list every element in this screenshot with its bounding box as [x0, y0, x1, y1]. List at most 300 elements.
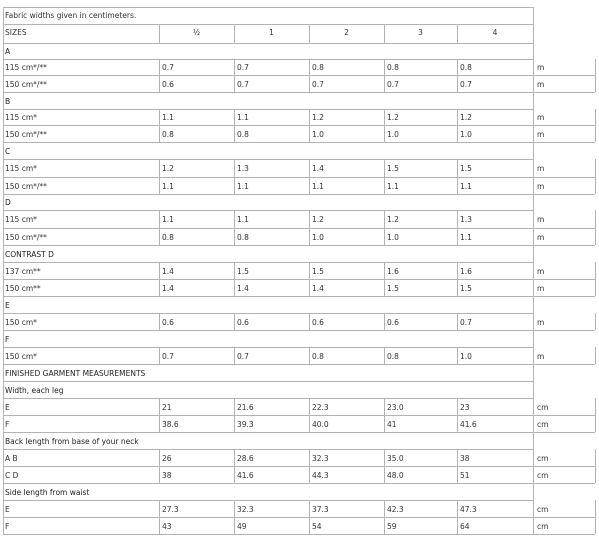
measurement-cell: 1.5: [460, 284, 472, 293]
measurement-cell: 37.3: [312, 505, 329, 514]
measurement-cell: 44.3: [312, 471, 329, 480]
fabric-width-note: Fabric widths given in centimeters.: [5, 11, 137, 20]
column-divider: [384, 398, 385, 415]
measurement-cell: 1.1: [312, 182, 324, 191]
column-divider: [533, 279, 534, 296]
column-divider: [533, 262, 534, 279]
column-divider: [533, 398, 534, 415]
column-divider: [234, 517, 235, 534]
measurement-cell: 0.8: [237, 233, 249, 242]
column-divider: [457, 125, 458, 142]
column-divider: [309, 109, 310, 125]
unit-label: m: [537, 63, 545, 72]
column-divider: [309, 415, 310, 432]
column-divider: [595, 415, 596, 432]
measurement-cell: 27.3: [162, 505, 179, 514]
measurement-cell: 0.7: [460, 80, 472, 89]
column-divider: [384, 313, 385, 330]
table-border: [3, 194, 4, 210]
column-divider: [533, 159, 534, 177]
column-divider: [159, 466, 160, 483]
column-divider: [234, 210, 235, 228]
measurement-cell: 51: [460, 471, 470, 480]
column-divider: [234, 449, 235, 466]
column-divider: [384, 466, 385, 483]
table-border: [3, 43, 533, 44]
column-divider: [159, 228, 160, 245]
measurement-cell: 59: [387, 522, 397, 531]
column-divider: [457, 449, 458, 466]
column-divider: [457, 228, 458, 245]
unit-label: m: [537, 267, 545, 276]
column-divider: [457, 347, 458, 364]
column-divider: [309, 279, 310, 296]
column-divider: [533, 228, 534, 245]
measurement-cell: 1.1: [162, 215, 174, 224]
table-border: [533, 7, 534, 43]
column-divider: [533, 75, 534, 92]
measurement-cell: 23.0: [387, 403, 404, 412]
section-heading: D: [5, 198, 11, 207]
table-border: [3, 142, 4, 159]
row-divider: [3, 534, 595, 535]
column-divider: [309, 517, 310, 534]
row-divider: [3, 398, 533, 399]
measurement-cell: 38: [162, 471, 172, 480]
row-divider: [3, 347, 533, 348]
column-divider: [159, 159, 160, 177]
column-divider: [595, 517, 596, 534]
table-border: [3, 432, 4, 449]
measurement-cell: 1.1: [460, 233, 472, 242]
measurement-cell: 1.4: [312, 284, 324, 293]
column-divider: [159, 109, 160, 125]
column-divider: [234, 466, 235, 483]
row-divider: [3, 296, 595, 297]
section-heading: A: [5, 47, 11, 56]
table-border: [3, 59, 4, 75]
column-divider: [533, 466, 534, 483]
measurement-cell: 1.5: [237, 267, 249, 276]
row-divider: [3, 483, 595, 484]
row-divider: [3, 245, 595, 246]
column-divider: [234, 500, 235, 517]
column-divider: [234, 159, 235, 177]
column-divider: [533, 313, 534, 330]
table-border: [533, 142, 534, 159]
measurement-cell: 0.8: [387, 352, 399, 361]
column-divider: [384, 109, 385, 125]
measurement-cell: 1.2: [387, 215, 399, 224]
column-divider: [309, 466, 310, 483]
measurement-cell: 1.4: [312, 164, 324, 173]
measurement-cell: 39.3: [237, 420, 254, 429]
row-label: 150 cm*: [5, 352, 37, 361]
column-divider: [234, 313, 235, 330]
measurement-cell: 1.5: [312, 267, 324, 276]
section-heading: F: [5, 335, 10, 344]
column-divider: [384, 24, 385, 43]
column-divider: [595, 279, 596, 296]
row-divider: [3, 262, 533, 263]
column-divider: [595, 210, 596, 228]
table-border: [533, 432, 534, 449]
row-label: 150 cm**: [5, 284, 41, 293]
sizes-header: SIZES: [5, 28, 27, 37]
measurement-cell: 0.7: [387, 80, 399, 89]
unit-label: cm: [537, 454, 549, 463]
column-divider: [384, 262, 385, 279]
measurement-cell: 0.7: [162, 63, 174, 72]
row-divider: [3, 381, 533, 382]
column-divider: [309, 210, 310, 228]
column-divider: [159, 449, 160, 466]
table-border: [3, 449, 4, 466]
table-border: [3, 43, 4, 59]
measurement-cell: 38.6: [162, 420, 179, 429]
column-divider: [457, 24, 458, 43]
table-border: [533, 483, 534, 500]
measurement-cell: 38: [460, 454, 470, 463]
column-divider: [457, 59, 458, 75]
measurement-cell: 1.5: [387, 284, 399, 293]
row-label: 137 cm**: [5, 267, 41, 276]
section-heading: Width, each leg: [5, 386, 64, 395]
measurement-cell: 1.2: [312, 113, 324, 122]
column-divider: [457, 279, 458, 296]
row-divider: [3, 415, 595, 416]
measurement-cell: 0.6: [162, 80, 174, 89]
column-divider: [457, 177, 458, 194]
column-divider: [533, 449, 534, 466]
measurement-cell: 64: [460, 522, 470, 531]
column-divider: [595, 262, 596, 279]
measurement-cell: 47.3: [460, 505, 477, 514]
row-label: 150 cm*/**: [5, 233, 47, 242]
column-divider: [159, 415, 160, 432]
unit-label: cm: [537, 403, 549, 412]
measurement-cell: 1.1: [460, 182, 472, 191]
row-label: 115 cm*: [5, 164, 37, 173]
measurement-cell: 1.0: [312, 233, 324, 242]
measurement-cell: 0.8: [312, 63, 324, 72]
column-divider: [159, 125, 160, 142]
column-divider: [309, 500, 310, 517]
column-divider: [234, 177, 235, 194]
measurement-cell: 1.1: [387, 182, 399, 191]
table-border: [3, 500, 4, 517]
measurement-cell: 32.3: [312, 454, 329, 463]
measurement-cell: 1.3: [460, 215, 472, 224]
table-border: [3, 466, 4, 483]
measurement-cell: 1.2: [387, 113, 399, 122]
measurement-cell: 1.1: [237, 215, 249, 224]
section-heading: FINISHED GARMENT MEASUREMENTS: [5, 369, 146, 378]
unit-label: m: [537, 233, 545, 242]
size-header: ½: [192, 28, 201, 37]
column-divider: [159, 24, 160, 43]
unit-label: m: [537, 113, 545, 122]
row-divider: [3, 210, 533, 211]
measurement-cell: 1.6: [387, 267, 399, 276]
table-border: [533, 43, 534, 59]
table-border: [3, 279, 4, 296]
column-divider: [309, 159, 310, 177]
measurement-cell: 1.1: [162, 182, 174, 191]
column-divider: [457, 75, 458, 92]
column-divider: [595, 109, 596, 125]
column-divider: [309, 313, 310, 330]
column-divider: [533, 125, 534, 142]
table-border: [3, 92, 4, 109]
section-heading: Side length from waist: [5, 488, 90, 497]
column-divider: [384, 125, 385, 142]
section-heading: CONTRAST D: [5, 250, 54, 259]
table-border: [3, 7, 533, 8]
column-divider: [159, 262, 160, 279]
column-divider: [595, 347, 596, 364]
column-divider: [384, 159, 385, 177]
measurement-cell: 0.6: [312, 318, 324, 327]
column-divider: [309, 262, 310, 279]
measurement-cell: 0.8: [460, 63, 472, 72]
column-divider: [309, 449, 310, 466]
unit-label: m: [537, 80, 545, 89]
row-label: C D: [5, 471, 19, 480]
row-divider: [3, 125, 595, 126]
measurement-cell: 1.5: [387, 164, 399, 173]
table-border: [3, 296, 4, 313]
row-divider: [3, 364, 595, 365]
measurement-cell: 1.0: [460, 352, 472, 361]
measurement-cell: 1.2: [162, 164, 174, 173]
measurement-cell: 1.4: [162, 284, 174, 293]
measurement-cell: 48.0: [387, 471, 404, 480]
column-divider: [384, 177, 385, 194]
measurement-cell: 41.6: [237, 471, 254, 480]
row-divider: [3, 92, 595, 93]
measurement-cell: 21.6: [237, 403, 254, 412]
unit-label: m: [537, 164, 545, 173]
column-divider: [234, 59, 235, 75]
column-divider: [309, 398, 310, 415]
unit-label: m: [537, 318, 545, 327]
column-divider: [159, 313, 160, 330]
measurement-cell: 42.3: [387, 505, 404, 514]
section-heading: E: [5, 301, 10, 310]
measurement-cell: 0.8: [162, 130, 174, 139]
column-divider: [533, 109, 534, 125]
column-divider: [384, 415, 385, 432]
column-divider: [234, 24, 235, 43]
measurement-cell: 1.1: [237, 113, 249, 122]
row-divider: [3, 313, 533, 314]
row-label: E: [5, 505, 10, 514]
measurement-cell: 28.6: [237, 454, 254, 463]
column-divider: [595, 500, 596, 517]
measurement-cell: 1.0: [312, 130, 324, 139]
column-divider: [595, 228, 596, 245]
section-heading: B: [5, 97, 11, 106]
table-border: [3, 483, 4, 500]
measurement-cell: 0.8: [312, 352, 324, 361]
column-divider: [234, 347, 235, 364]
column-divider: [595, 125, 596, 142]
column-divider: [457, 415, 458, 432]
measurement-cell: 23: [460, 403, 470, 412]
column-divider: [384, 517, 385, 534]
size-header: 3: [418, 28, 423, 37]
measurement-cell: 0.6: [387, 318, 399, 327]
row-divider: [3, 432, 595, 433]
table-border: [3, 210, 4, 228]
row-label: 150 cm*/**: [5, 80, 47, 89]
column-divider: [457, 500, 458, 517]
measurement-cell: 22.3: [312, 403, 329, 412]
column-divider: [309, 177, 310, 194]
measurement-cell: 1.0: [387, 130, 399, 139]
unit-label: m: [537, 284, 545, 293]
measurement-cell: 1.0: [387, 233, 399, 242]
column-divider: [384, 500, 385, 517]
column-divider: [457, 398, 458, 415]
size-header: 2: [344, 28, 349, 37]
row-label: E: [5, 403, 10, 412]
column-divider: [533, 415, 534, 432]
unit-label: m: [537, 215, 545, 224]
table-border: [533, 381, 534, 398]
table-border: [3, 347, 4, 364]
column-divider: [457, 517, 458, 534]
column-divider: [309, 347, 310, 364]
column-divider: [309, 125, 310, 142]
row-divider: [3, 330, 595, 331]
row-divider: [3, 177, 595, 178]
measurement-cell: 0.7: [312, 80, 324, 89]
table-border: [3, 24, 533, 25]
column-divider: [309, 75, 310, 92]
measurement-cell: 1.5: [460, 164, 472, 173]
measurement-cell: 0.7: [237, 352, 249, 361]
table-border: [533, 364, 534, 381]
column-divider: [159, 500, 160, 517]
column-divider: [159, 398, 160, 415]
measurement-cell: 0.7: [460, 318, 472, 327]
row-label: 115 cm*/**: [5, 63, 47, 72]
row-label: 150 cm*: [5, 318, 37, 327]
row-label: F: [5, 420, 10, 429]
column-divider: [533, 210, 534, 228]
row-label: A B: [5, 454, 18, 463]
table-border: [3, 381, 4, 398]
table-border: [3, 262, 4, 279]
measurement-cell: 43: [162, 522, 172, 531]
unit-label: m: [537, 130, 545, 139]
measurement-cell: 26: [162, 454, 172, 463]
row-divider: [3, 75, 595, 76]
measurement-cell: 0.7: [162, 352, 174, 361]
column-divider: [234, 75, 235, 92]
column-divider: [159, 210, 160, 228]
column-divider: [234, 415, 235, 432]
row-divider: [3, 500, 533, 501]
column-divider: [234, 279, 235, 296]
measurement-cell: 35.0: [387, 454, 404, 463]
unit-label: m: [537, 182, 545, 191]
measurement-cell: 0.8: [237, 130, 249, 139]
unit-label: m: [537, 352, 545, 361]
row-label: 150 cm*/**: [5, 130, 47, 139]
measurement-cell: 49: [237, 522, 247, 531]
column-divider: [234, 109, 235, 125]
measurement-cell: 21: [162, 403, 172, 412]
measurement-cell: 54: [312, 522, 322, 531]
column-divider: [457, 109, 458, 125]
column-divider: [457, 210, 458, 228]
row-divider: [3, 279, 595, 280]
column-divider: [384, 449, 385, 466]
measurement-cell: 1.0: [460, 130, 472, 139]
column-divider: [595, 159, 596, 177]
column-divider: [159, 347, 160, 364]
measurement-cell: 1.2: [312, 215, 324, 224]
column-divider: [309, 59, 310, 75]
column-divider: [533, 347, 534, 364]
table-border: [3, 159, 4, 177]
column-divider: [533, 177, 534, 194]
unit-label: cm: [537, 522, 549, 531]
measurement-cell: 0.6: [162, 318, 174, 327]
unit-label: cm: [537, 505, 549, 514]
measurement-cell: 0.6: [237, 318, 249, 327]
column-divider: [457, 466, 458, 483]
measurement-cell: 32.3: [237, 505, 254, 514]
column-divider: [159, 75, 160, 92]
table-border: [533, 194, 534, 210]
row-divider: [3, 194, 595, 195]
column-divider: [533, 59, 534, 75]
column-divider: [234, 398, 235, 415]
table-border: [3, 313, 4, 330]
table-border: [533, 330, 534, 347]
row-divider: [3, 159, 533, 160]
table-border: [533, 296, 534, 313]
column-divider: [159, 177, 160, 194]
column-divider: [595, 75, 596, 92]
table-border: [3, 398, 4, 415]
row-divider: [3, 59, 533, 60]
size-header: 4: [492, 28, 498, 37]
table-border: [3, 517, 4, 534]
unit-label: cm: [537, 420, 549, 429]
measurement-cell: 41: [387, 420, 397, 429]
row-divider: [3, 517, 595, 518]
column-divider: [309, 228, 310, 245]
column-divider: [457, 159, 458, 177]
column-divider: [595, 59, 596, 75]
row-divider: [3, 449, 533, 450]
table-border: [533, 92, 534, 109]
column-divider: [595, 313, 596, 330]
table-border: [533, 245, 534, 262]
column-divider: [384, 59, 385, 75]
table-border: [3, 245, 4, 262]
table-border: [3, 415, 4, 432]
column-divider: [159, 517, 160, 534]
column-divider: [533, 517, 534, 534]
column-divider: [457, 262, 458, 279]
column-divider: [384, 75, 385, 92]
